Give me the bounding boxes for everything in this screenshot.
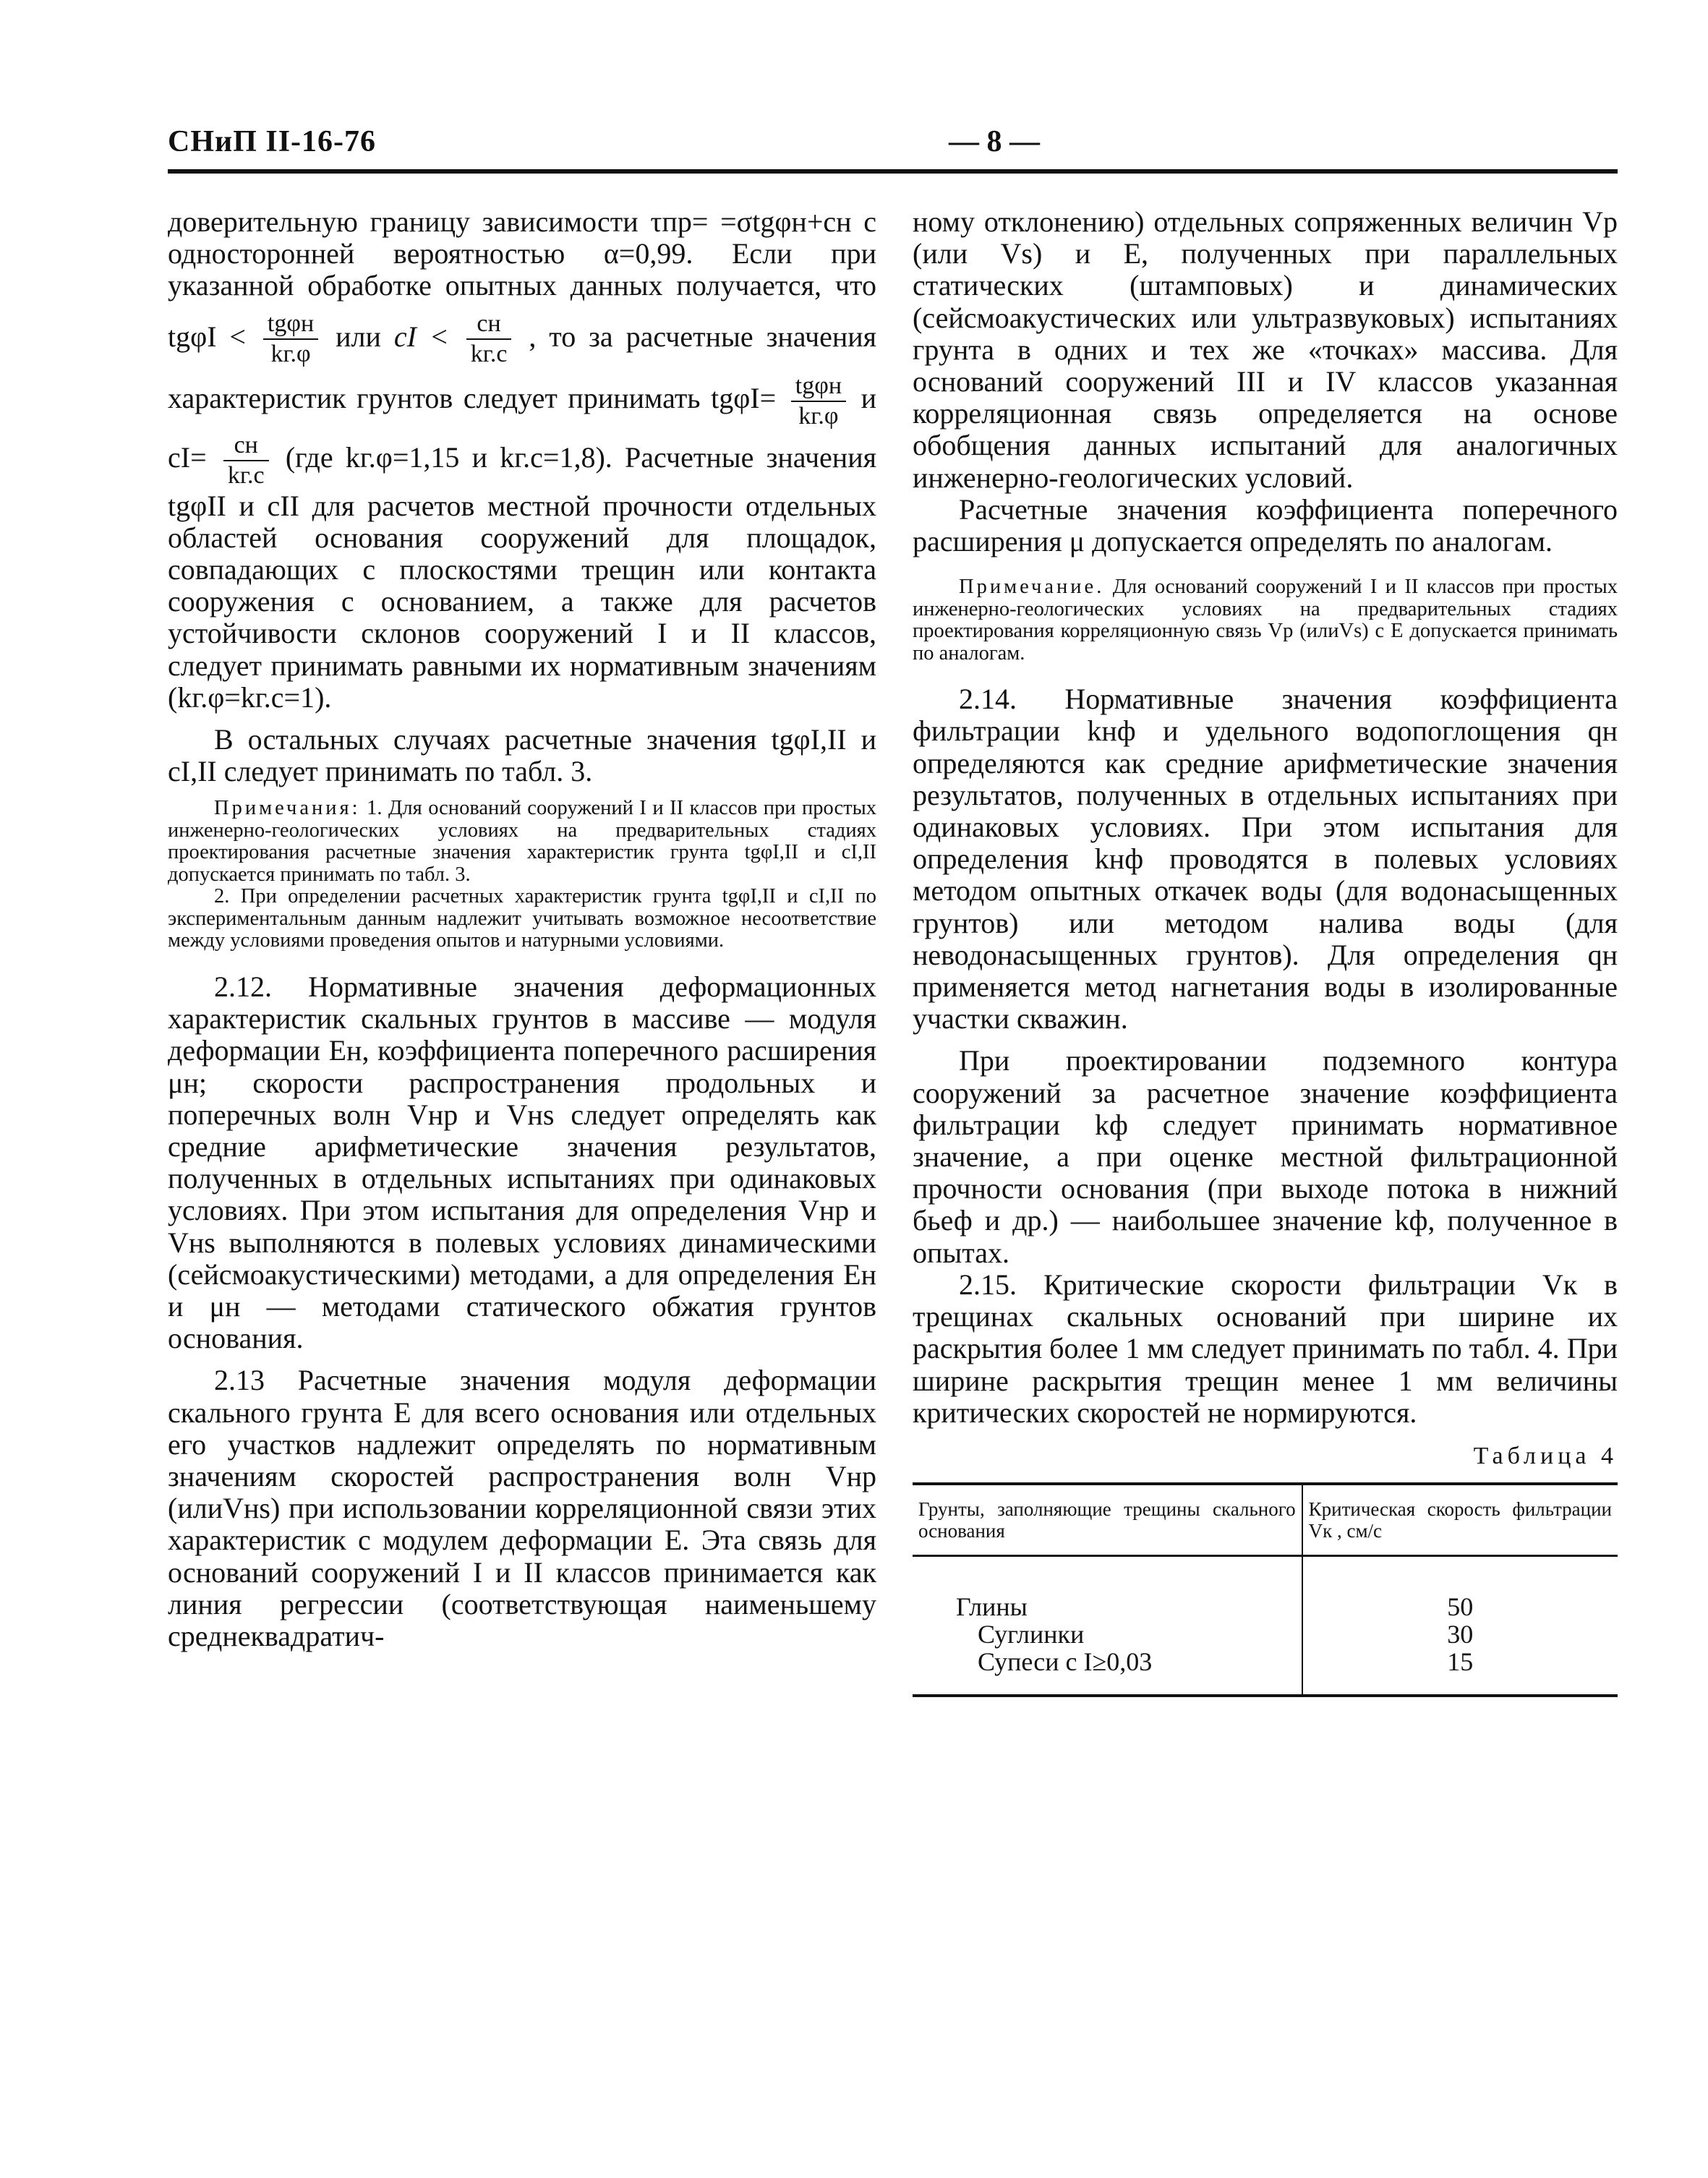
table-4-soil-cell: Глины Суглинки Супеси с I≥0,03 [913, 1555, 1302, 1696]
left-column [168, 206, 876, 1652]
paragraph-confidence-bound: доверительную границу зависимости τпр= =σtgφн+cн с односторонней вероятностью α=0,99. Если при указанной обработке опытных данных получается, что tgφI < $\frac{\text{tgφн}}{kг.\varphi}$ или cI < $\frac{cн}{kг.с}$ , то за расчетные значения характеристик грунтов следует принимать tgφI= $\frac{\text{tgφн}}{kг.\varphi}$ и cI= $\frac{cн}{kг.с}$ (где kг.φ=1,15 и kг.с=1,8). Расчетные значения tgφII и cII для расчетов местной прочности отдельных областей основания сооружений для площадок, совпадающих с плоскостями трещин или контакта сооружения с основанием, а также для расчетов устойчивости склонов сооружений I и II классов, следует принимать равными их нормативным значениям (kг.φ=kг.с=1). [168, 205, 877, 714]
table-4-header-speed: Критическая скорость фильтрации Vк , см/с [1302, 1484, 1618, 1556]
section-2-13: 2.13 Расчетные значения модуля деформации скального грунта E для всего основания или отдельных его участков надлежит определять по нормативным значениям скоростей распространения волн Vнp (илиVнs) при использовании корреляционной связи этих характеристик с модулем деформации E. Эта связь для оснований сооружений I и II классов принимается как линия регрессии (соответствующая наименьшему среднеквадратич- [168, 1364, 876, 1652]
table-4-caption: Таблица 4 [1473, 1442, 1618, 1469]
fraction-tgphi-kg: $\frac{\text{tgφн}}{kг.\varphi}$ [263, 309, 318, 369]
section-2-14: 2.14. Нормативные значения коэффициента фильтрации kнф и удельного водопоглощения qн определяются как средние арифметические значения результатов, полученных в отдельных испытаниях при одинаковых условиях. При этом испытания для определения kнф проводятся в полевых условиях методом опытных откачек воды (для водонасыщенных грунтов) или методом налива воды (для неводонасыщенных грунтов). Для определения qн применяется метод нагнетания воды в изолированные участки скважин. [913, 683, 1618, 1035]
section-2-12: 2.12. Нормативные значения деформационных характеристик скальных грунтов в массиве — модуля деформации Eн, коэффициента поперечного расширения μн; скорости распространения продольных и поперечных волн Vнp и Vнs следует определять как средние арифметические значения результатов, полученных в отдельных испытаниях при одинаковых условиях. При этом испытания для определения Vнp и Vнs выполняются в полевых условиях динамическими (сейсмоакустическими) методами, а для определения Eн и μн — методами статического обжатия грунтов основания. [168, 970, 876, 1355]
right-column [913, 206, 1618, 1697]
section-2-15: 2.15. Критические скорости фильтрации Vк в трещинах скальных оснований при ширине их раскрытия более 1 мм следует принимать по табл. 4. При ширине раскрытия трещин менее 1 мм величины критических скоростей не нормируются. [913, 1268, 1618, 1429]
table-4 [913, 1482, 1618, 1697]
paragraph-poisson: Расчетные значения коэффициента поперечного расширения μ допускается определять по аналогам. [913, 492, 1618, 558]
header-rule [168, 169, 1618, 174]
table-4-header-soil: Грунты, заполняющие трещины скального основания [913, 1484, 1302, 1556]
fraction-tgphi-kg-2: $\frac{\text{tgφн}}{kг.\varphi}$ [791, 372, 846, 431]
table-row [913, 1555, 1618, 1696]
page-number: — 8 — [949, 125, 1040, 158]
fraction-c-kg: $\frac{cн}{kг.с}$ [466, 309, 512, 369]
note-correlation: Примечание. Для оснований сооружений I и II классов при простых инженерно-геологических условиях на предварительных стадиях проектирования корреляционную связь Vp (илиVs) с E допускается принимать по аналогам. [913, 576, 1618, 665]
note-1: Примечания: 1. Для оснований сооружений I и II классов при простых инженерно-геологических условиях на предварительных стадиях проектирования расчетные значения характеристик грунта tgφI,II и cI,II допускается принимать по табл. 3. [168, 797, 877, 886]
fraction-c-kg-2: $\frac{cн}{kг.с}$ [223, 431, 269, 490]
document-code: СНиП II-16-76 [168, 125, 377, 158]
note-2: 2. При определении расчетных характеристик грунта tgφI,II и cI,II по экспериментальным данным надлежит учитывать возможное несоответствие между условиями проведения опытов и натурными условиями. [168, 885, 876, 952]
paragraph-other-cases: В остальных случаях расчетные значения tgφI,II и cI,II следует принимать по табл. 3. [168, 723, 876, 788]
page-header [168, 124, 1618, 168]
paragraph-filtration: При проектировании подземного контура сооружений за расчетное значение коэффициента фильтрации kф следует принимать нормативное значение, а при оценке местной фильтрационной прочности основания (при выходе потока в нижний бьеф и др.) — наибольшее значение kф, полученное в опытах. [913, 1044, 1618, 1269]
table-4-speed-cell: 50 30 15 [1302, 1555, 1618, 1696]
paragraph-continuation: ному отклонению) отдельных сопряженных величин Vp (или Vs) и E, полученных при параллельных статических (штамповых) и динамических (сейсмоакустических или ультразвуковых) испытаниях грунта в одних и тех же «точках» массива. Для оснований сооружений III и IV классов указанная корреляционная связь определяется на основе обобщения данных испытаний для аналогичных инженерно-геологических условий. [913, 205, 1618, 494]
